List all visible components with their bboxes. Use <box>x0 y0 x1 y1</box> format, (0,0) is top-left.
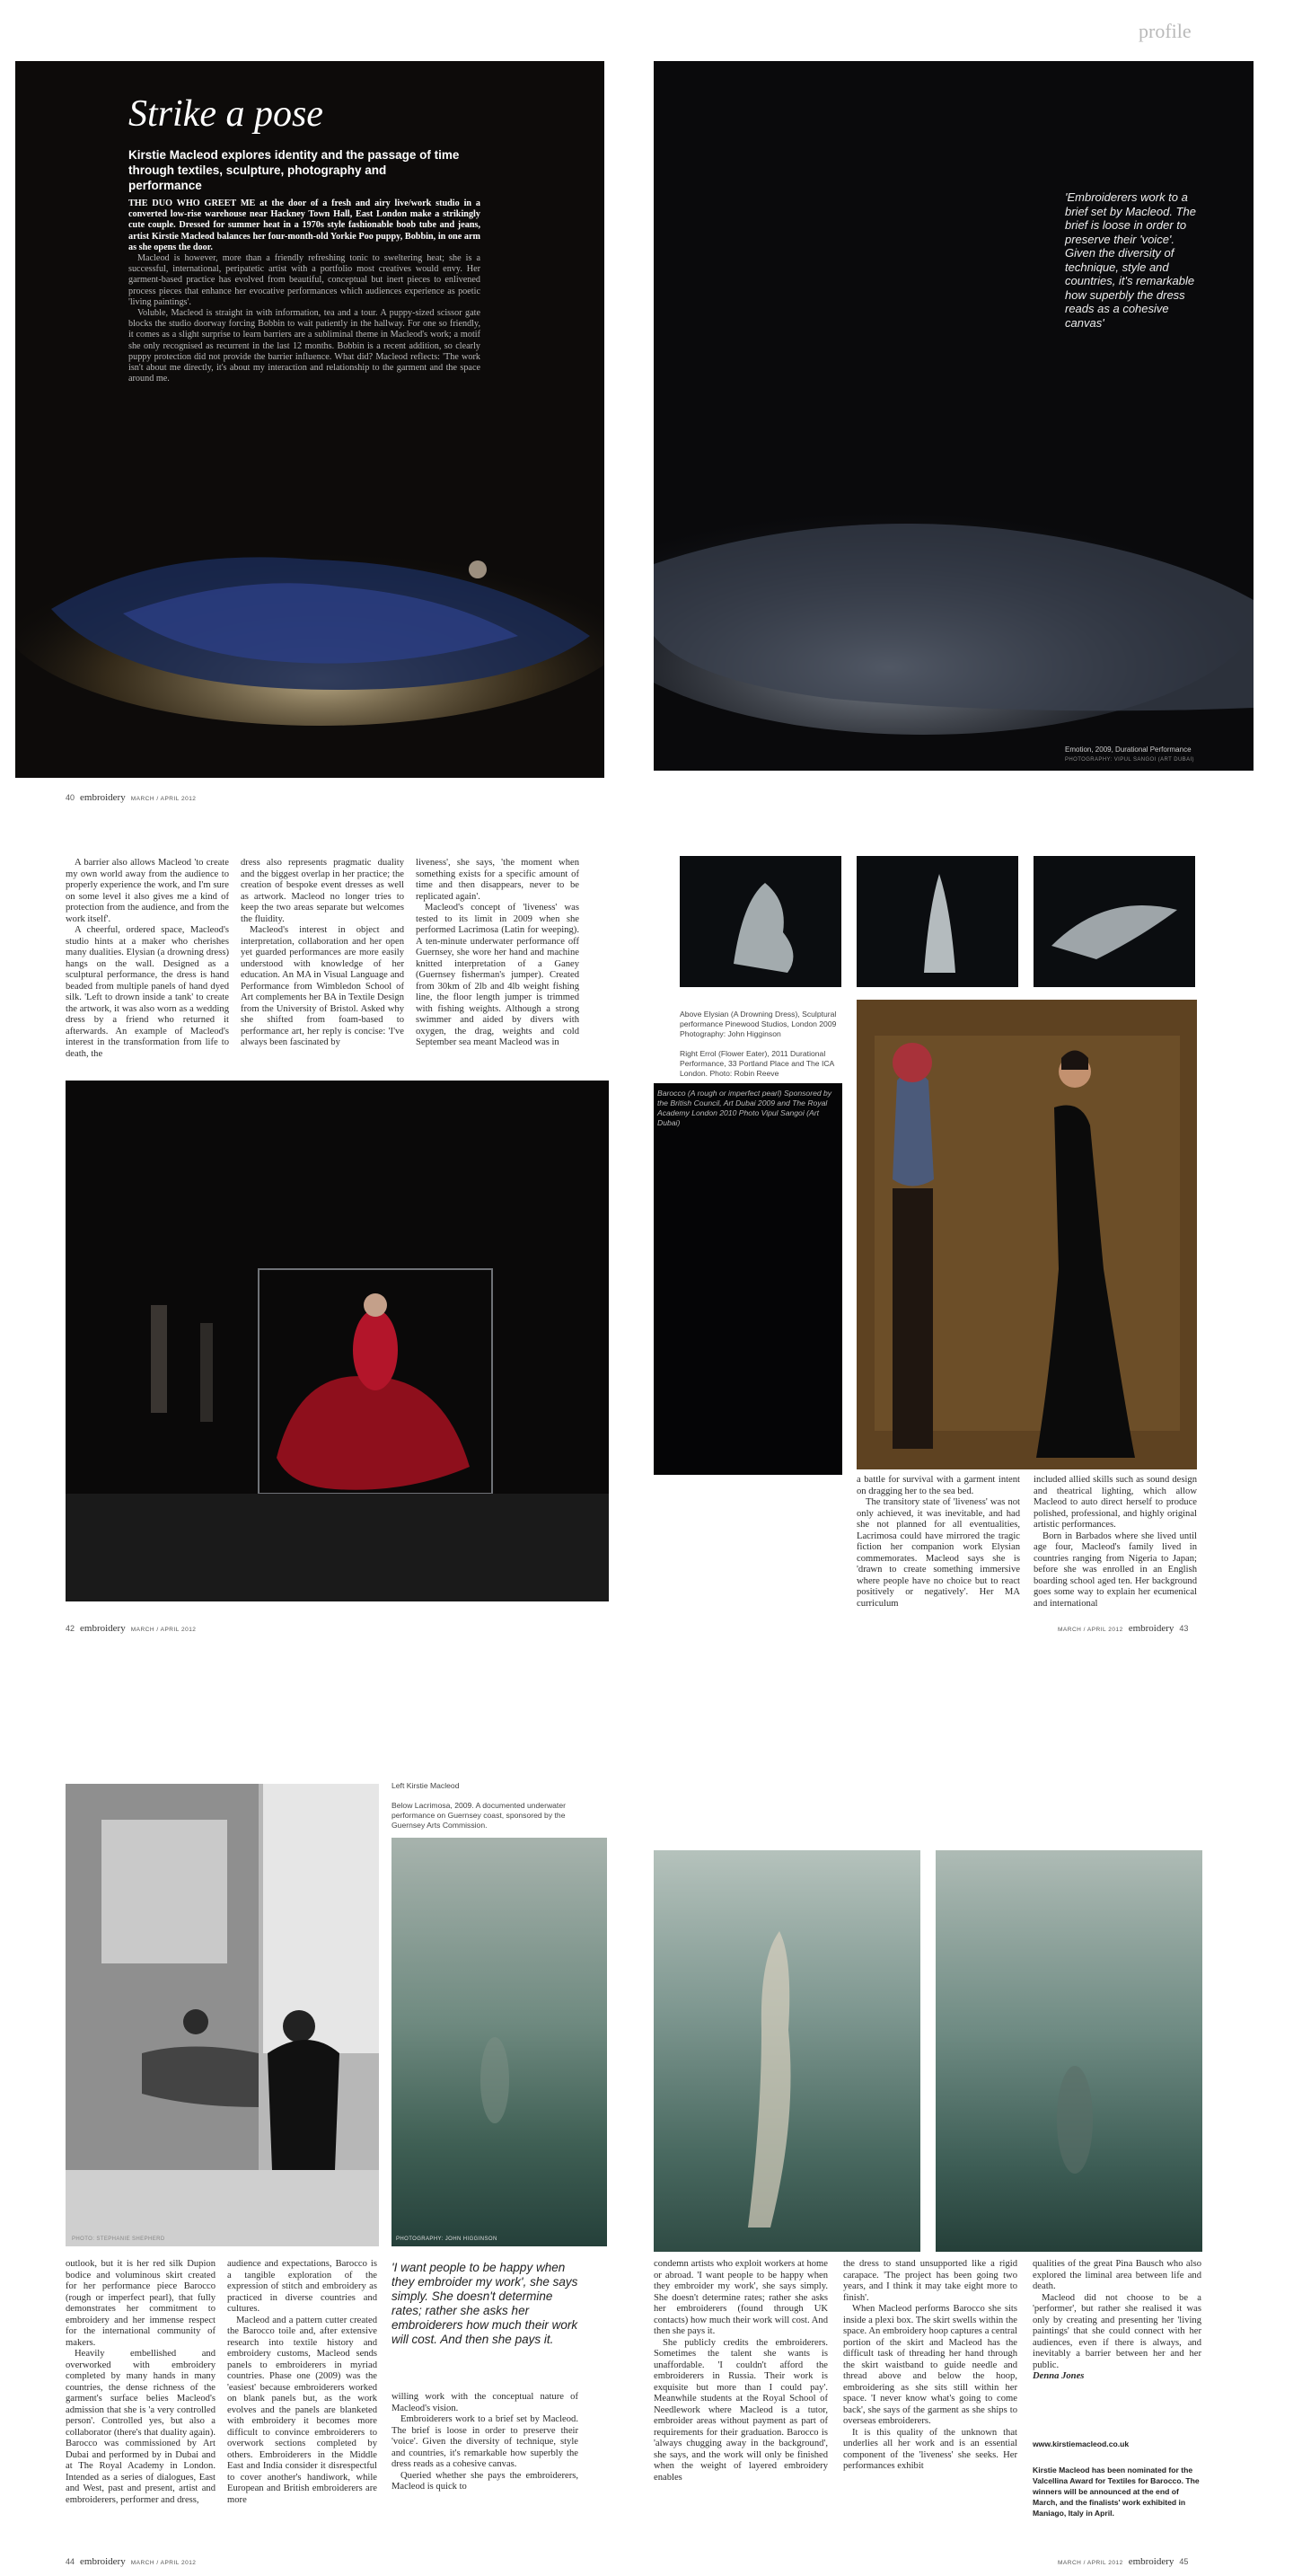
standfirst: Kirstie Macleod explores identity and the passage of time through textiles, sculpture, photography and performance <box>128 148 460 192</box>
folio-mag: embroidery <box>1128 1623 1174 1634</box>
s3-col1-p2: Heavily embellished and overworked with embroidery completed by many hands in many countries, the dense richness of the garment's surface belies Macleod's admission that she is 'a very controlled person'. Controlled yes, but also a collaborator (there's that duality again). Barocco was commissioned by Art Dubai and performed by in Dubai and at The Royal Academy in London. Intended as a series of dialogues, East and West, past and present, artist and embroiderers, performer and dress, <box>66 2349 216 2505</box>
website-link[interactable]: www.kirstiemacleod.co.uk <box>1033 2439 1130 2448</box>
s2-col3-p1: liveness', she says, 'the moment when something exists for a specific amount of time and then disappears, never to be replicated again'. <box>416 858 579 902</box>
spread1-photo-right <box>654 61 1254 771</box>
folio-number: 43 <box>1179 1624 1189 1633</box>
dress-floor-right-illustration <box>654 61 1254 771</box>
barocco-dark-photo <box>654 1083 842 1475</box>
folio-42 <box>66 1623 196 1634</box>
folio-40 <box>66 792 196 803</box>
s2-col4 <box>857 1475 1020 1610</box>
caption-lacrimosa: Below Lacrimosa, 2009. A documented underwater performance on Guernsey coast, sponsored by the Guernsey Arts Commission. <box>391 1801 566 1830</box>
s2-col5-p2: Born in Barbados where she lived until age four, Macleod's family lived in countries ranging from Nigeria to Japan; before she was enrolled in an English boarding school aged ten. Her background goes some way to explain her ecumenical and international <box>1034 1531 1197 1609</box>
s2-col2-p2: Macleod's interest in object and interpretation, collaboration and her open yet guarded performances are more easily understood with knowledge of her education. An MA in Visual Language and Performance from Wimbledon School of Art complements her BA in Textile Design from the University of Bristol. Asked why she shifted from foam-based to performance art, her reply is concise: 'I've always been fascinated by <box>241 925 404 1047</box>
elysian-photo-2 <box>857 856 1018 987</box>
credit-studio: PHOTO: STEPHANIE SHEPHERD <box>72 2236 165 2242</box>
folio-number: 42 <box>66 1624 75 1633</box>
errol-photo <box>857 1000 1197 1469</box>
s2-col1 <box>66 858 229 1060</box>
s2-col3 <box>416 858 579 1049</box>
folio-number: 40 <box>66 793 75 802</box>
s3-col4-p1: condemn artists who exploit workers at home or abroad. 'I want people to be happy when they embroider my work', she says simply. She doesn't determine rates; rather she asks her embroiderers (found through UK contacts) how much their work will cost. And then she pays it. <box>654 2259 828 2336</box>
folio-date: MARCH / APRIL 2012 <box>130 796 197 802</box>
caption-emotion: Emotion, 2009, Durational Performance <box>1065 745 1192 754</box>
section-label: profile <box>1139 20 1192 42</box>
lacrimosa-photo-left <box>391 1838 607 2246</box>
pull-quote-1: 'Embroiderers work to a brief set by Macleod. The brief is loose in order to preserve their 'voice'. Given the diversity of technique, style and countries, it's remarkable how superbly the dress reads as a cohesive canvas' <box>1065 190 1196 330</box>
s3-col5-p2: When Macleod performs Barocco she sits inside a plexi box. The skirt swells within the space. An embroidery hoop captures a central portion of the skirt and Macleod has the difficult task of threading her hand through the skirt waistband to guide needle and thread above and below the hoop, embroidering as she sits still within her space. 'I never know what's going to come back', she says of the garment as she ships to overseas embroiderers. <box>843 2304 1017 2426</box>
article-title: Strike a pose <box>128 93 323 135</box>
drowning-dress-illustration <box>680 856 841 987</box>
elysian-photo-3 <box>1034 856 1195 987</box>
folio-date: MARCH / APRIL 2012 <box>130 2560 197 2566</box>
barocco-box-illustration <box>66 1081 609 1601</box>
s2-col1-p2: A cheerful, ordered space, Macleod's studio hints at a maker who cherishes many dualities. Elysian (a drowning dress) hangs on the wall. Designed as a sculptural performance, the dress is hand beaded from multiple panels of hand dyed silk. 'Left to drown inside a tank' to create the artwork, it was also worn as a wedding dress by a friend who returned it afterwards. An example of Macleod's interest in the transformation from life to death, the <box>66 925 229 1059</box>
caption-barocco: Barocco (A rough or imperfect pearl) Sponsored by the British Council, Art Dubai 2009 and The Royal Academy London 2010 Photo Vipul Sangoi (Art Dubai) <box>657 1089 832 1127</box>
intro-bold: THE DUO WHO GREET ME at the door of a fresh and airy live/work studio in a converted low-rise warehouse near Hackney Town Hall, East London make a strikingly cute couple. Dressed for summer heat in a 1970s style fashionable boob tube and jeans, artist Kirstie Macleod balances her four-month-old Yorkie Poo puppy, Bobbin, in one arm as she opens the door. <box>128 198 480 252</box>
s2-col5-p1: included allied skills such as sound design and theatrical lighting, which allow Macleod to auto direct herself to produce polished, professional, and highly original artistic performances. <box>1034 1475 1197 1530</box>
s3-col5-p1: the dress to stand unsupported like a rigid carapace. 'The project has been going two years, and I think it may take eight more to finish'. <box>843 2259 1017 2303</box>
folio-mag: embroidery <box>80 2556 126 2567</box>
s3-col4 <box>654 2259 828 2483</box>
award-note: Kirstie Macleod has been nominated for the Valcellina Award for Textiles for Barocco. The winners will be announced at the end of March, and the finalists' work exhibited in Maniago, Italy in April. <box>1033 2466 1200 2518</box>
lacrimosa-photo-right-2 <box>936 1850 1202 2252</box>
folio-date: MARCH / APRIL 2012 <box>130 1627 197 1633</box>
folio-mag: embroidery <box>1128 2556 1174 2567</box>
s3-col6 <box>1033 2259 1201 2383</box>
folio-mag: embroidery <box>80 792 126 803</box>
studio-bw-illustration <box>66 1784 379 2246</box>
woman-with-vase-illustration <box>857 1000 1197 1469</box>
s3-col5 <box>843 2259 1017 2473</box>
s2-col2-p1: dress also represents pragmatic duality and the biggest overlap in her practice; the creation of bespoke event dresses as well as artwork. Macleod no longer tries to keep the two areas separate but welcomes the fluidity. <box>241 858 404 924</box>
underwater-figure-illustration <box>391 1838 607 2246</box>
s3-col4-p2: She publicly credits the embroiderers. Sometimes the talent she wants is unaffordable. 'I couldn't afford the embroiderers in Russia. Their work is exquisite but more than I could pay'. Meanwhile students at the Royal School of Needlework where Macleod is a tutor, embroider areas without payment as part of requirements for their graduation. Barocco is 'always chugging away in the background', she says, and the work will only be finished when the weight of layered embroidery enables <box>654 2337 828 2483</box>
barocco-box-photo <box>66 1081 609 1601</box>
s3-col2-p1: audience and expectations, Barocco is a tangible exploration of the expression of stitch and embroidery as practiced in diverse countries and cultures. <box>227 2259 377 2314</box>
s3-col6-p1: qualities of the great Pina Bausch who also explored the liminal area between life and death. <box>1033 2259 1201 2291</box>
pull-quote-2: 'I want people to be happy when they embroider my work', she says simply. She doesn't determine rates; rather she asks her embroiderers how much their work will cost. And then she pays it. <box>391 2261 578 2346</box>
s3-col3-p2: Embroiderers work to a brief set by Macleod. The brief is loose in order to preserve their 'voice'. Given the diversity of technique, style and countries, it's remarkable how superbly the dress reads as a cohesive canvas. <box>391 2414 578 2469</box>
folio-mag: embroidery <box>80 1623 126 1634</box>
byline: Denna Jones <box>1033 2371 1085 2381</box>
lacrimosa-photo-right-1 <box>654 1850 920 2252</box>
folio-number: 44 <box>66 2557 75 2566</box>
underwater-swimmer-illustration <box>654 1850 920 2252</box>
folio-date: MARCH / APRIL 2012 <box>1058 2560 1123 2566</box>
studio-photo <box>66 1784 379 2246</box>
s3-col2-p2: Macleod and a pattern cutter created the Barocco toile and, after extensive research into textile history and embroidery customs, Macleod sends panels to embroiderers in myriad countries. Phase one (2009) was the 'easiest' because embroiderers worked on blank panels but, as the work evolves and the panels are blanketed with embroidery it becomes more difficult to convince embroiderers to overwork sections completed by others. Embroiderers in the Middle East and India consider it disrespectful to cover another's handiwork, while European and British embroiderers are more <box>227 2315 377 2505</box>
s3-col2 <box>227 2259 377 2506</box>
s3-col5-p3: It is this quality of the unknown that underlies all her work and is an essential component of the 'liveness' she seeks. Her performances exhibit <box>843 2427 1017 2471</box>
drowning-dress-illustration <box>1034 856 1195 987</box>
s3-col3 <box>391 2392 578 2493</box>
s3-col6-p2: Macleod did not choose to be a 'performer', but rather she realised it was only by creating and presenting her 'living paintings' that she could connect with her audiences, even if there is always, and inevitably a barrier between her and her public. <box>1033 2292 1201 2370</box>
elysian-photo-1 <box>680 856 841 987</box>
folio-43 <box>1058 1623 1188 1634</box>
caption-elysian: Above Elysian (A Drowning Dress), Sculptural performance Pinewood Studios, London 2009 Photography: John Higginson <box>680 1010 837 1038</box>
s3-col3-p1: willing work with the conceptual nature of Macleod's vision. <box>391 2392 578 2413</box>
folio-45 <box>1058 2556 1188 2567</box>
s2-col1-p1: A barrier also allows Macleod 'to create my own world away from the audience to properly experience the work, and I'm sure on some level it also gives me a kind of protection from the audience, and from the work itself'. <box>66 858 229 924</box>
caption-left-label: Left Kirstie Macleod <box>391 1781 460 1790</box>
s2-col4-p1: a battle for survival with a garment intent on dragging her to the sea bed. <box>857 1475 1020 1496</box>
folio-44 <box>66 2556 196 2567</box>
s2-col2 <box>241 858 404 1049</box>
caption-errol: Right Errol (Flower Eater), 2011 Durational Performance, 33 Portland Place and The ICA London. Photo: Robin Reeve <box>680 1049 834 1078</box>
folio-date: MARCH / APRIL 2012 <box>1058 1627 1123 1633</box>
credit-vipul: PHOTOGRAPHY: VIPUL SANGOI (ART DUBAI) <box>1065 757 1194 763</box>
s3-col1 <box>66 2259 216 2506</box>
underwater-figure-illustration <box>936 1850 1202 2252</box>
drowning-dress-illustration <box>857 856 1018 987</box>
s3-col3-p3: Queried whether she pays the embroiderers, Macleod is quick to <box>391 2470 578 2492</box>
intro-para-2: Macleod is however, more than a friendly refreshing tonic to sweltering heat; she is a successful, international, peripatetic artist with a portfolio most creatives would envy. Her garment-based practice has evolved from beautiful, conceptual but inert pieces to enlivened process pieces that enhance her evocative performances which audiences experience as poetic 'living paintings'. <box>128 253 480 307</box>
intro-text <box>128 198 480 384</box>
s2-col3-p2: Macleod's concept of 'liveness' was tested to its limit in 2009 when she performed Lacrimosa (Latin for weeping). A ten-minute underwater performance off Guernsey, she wore her hand and machine knitted interpretation of a Ganey (Guernsey fisherman's jumper). Created from 30km of 2lb and 4lb weight fishing line, the floor length jumper is trimmed with fishing weights. Although a strong swimmer and aided by divers with oxygen, the drag, weights and cold September sea meant Macleod was in <box>416 903 579 1047</box>
s2-col4-p2: The transitory state of 'liveness' was not only achieved, it was inevitable, and had she not planned for all eventualities, Lacrimosa could have mirrored the tragic fiction her companion work Elysian commemorates. Macleod says she is 'drawn to create something immersive where people have no choice but to react positively or negatively'. Her MA curriculum <box>857 1497 1020 1609</box>
s3-col1-p1: outlook, but it is her red silk Dupion bodice and voluminous skirt created for her performance piece Barocco (rough or imperfect pearl), that fully demonstrates her commitment to embroidery and her immense respect for the international community of makers. <box>66 2259 216 2348</box>
folio-number: 45 <box>1179 2557 1189 2566</box>
s2-col5 <box>1034 1475 1197 1610</box>
intro-para-3: Voluble, Macleod is straight in with information, tea and a tour. A puppy-sized scissor gate blocks the studio doorway forcing Bobbin to wait patiently in the hallway. For one so friendly, it comes as a slight surprise to learn barriers are a subliminal theme in Macleod's work; a motif she only recognised as recurrent in the last 12 months. Bobbin is a recent addition, so clearly puppy protection did not provide the barrier influence. What did? Macleod reflects: 'The work isn't about me directly, it's about my interaction and relationship to the garment and the space around me. <box>128 308 480 384</box>
credit-under: PHOTOGRAPHY: JOHN HIGGINSON <box>396 2236 497 2242</box>
